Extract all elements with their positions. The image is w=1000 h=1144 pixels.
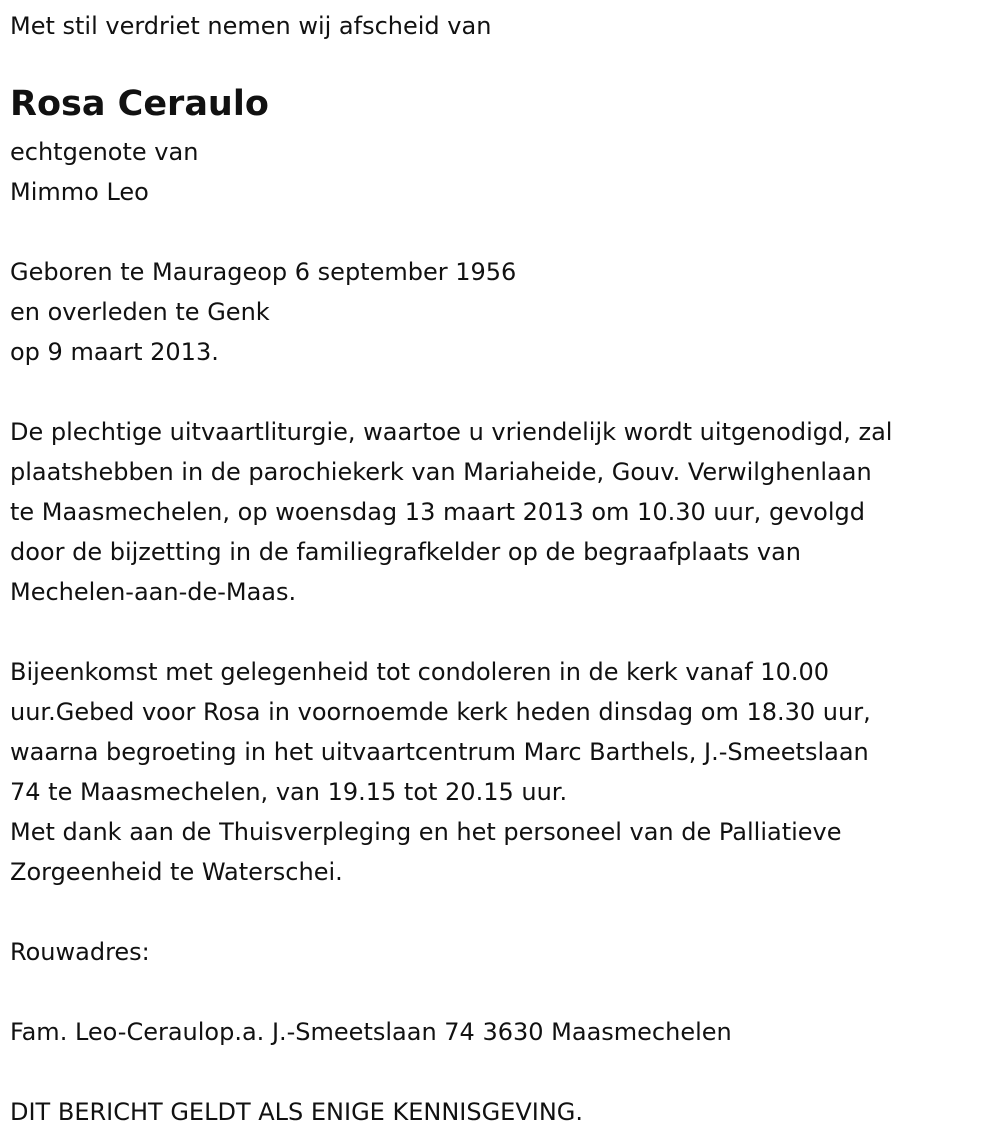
liturgy-line: door de bijzetting in de familiegrafkelder op de begraafplaats van [10,538,802,566]
liturgy-line: De plechtige uitvaartliturgie, waartoe u vriendelijk wordt uitgenodigd, zal [10,418,893,446]
gathering-line: Zorgeenheid te Waterschei. [10,858,343,886]
gathering-line: uur.Gebed voor Rosa in voornoemde kerk heden dinsdag om 18.30 uur, [10,698,871,726]
obituary-notice [10,6,995,1132]
spouse-name: Mimmo Leo [10,178,149,206]
birth-line: Geboren te Maurageop 6 september 1956 [10,258,517,286]
gathering-line: 74 te Maasmechelen, van 19.15 tot 20.15 uur. [10,778,568,806]
liturgy-line: Mechelen-aan-de-Maas. [10,578,297,606]
notice-text: DIT BERICHT GELDT ALS ENIGE KENNISGEVING. [10,1098,584,1126]
gathering-line: Bijeenkomst met gelegenheid tot condoleren in de kerk vanaf 10.00 [10,658,829,686]
deceased-name: Rosa Ceraulo [10,84,269,124]
gathering-line: waarna begroeting in het uitvaartcentrum Marc Barthels, J.-Smeetslaan [10,738,869,766]
mourning-address-label: Rouwadres: [10,938,150,966]
mourning-address: Fam. Leo-Ceraulop.a. J.-Smeetslaan 74 3630 Maasmechelen [10,1018,732,1046]
death-date-line: op 9 maart 2013. [10,338,219,366]
birth-death-block [10,252,995,372]
relation-label: echtgenote van [10,138,199,166]
death-place-line: en overleden te Genk [10,298,270,326]
liturgy-line: plaatshebben in de parochiekerk van Mariaheide, Gouv. Verwilghenlaan [10,458,872,486]
intro-text: Met stil verdriet nemen wij afscheid van [10,12,492,40]
liturgy-block [10,412,995,612]
gathering-block [10,652,995,892]
gathering-line: Met dank aan de Thuisverpleging en het personeel van de Palliatieve [10,818,842,846]
liturgy-line: te Maasmechelen, op woensdag 13 maart 2013 om 10.30 uur, gevolgd [10,498,865,526]
